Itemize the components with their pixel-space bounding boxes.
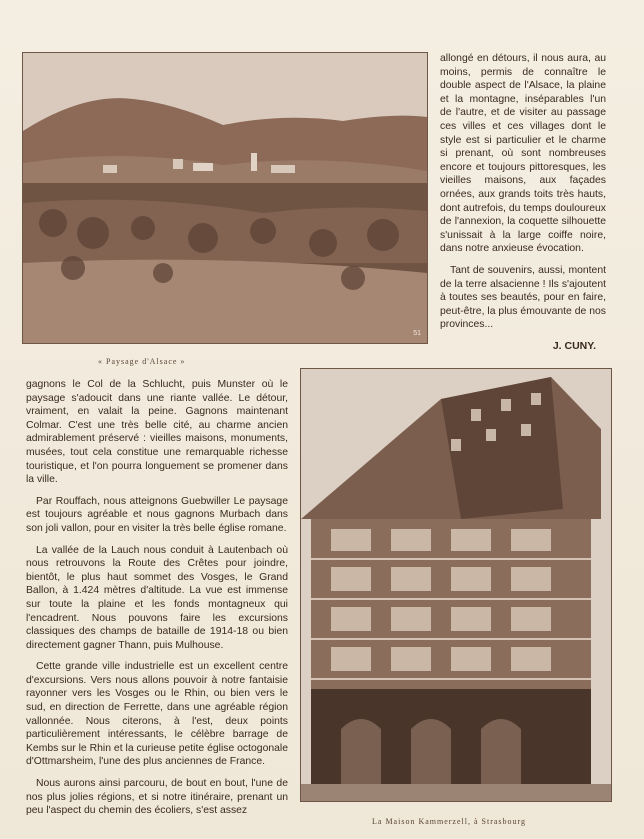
paragraph: Cette grande ville industrielle est un excellent centre d'excursions. Vers nous allons pouvoir à notre fantaisie rayonner vers les Vosges ou le Rhin, ou bien vers le sud, en direction de Ferrette, dans une agréable région vallonnée. Nous citerons, à l'est, deux points particulièrement intéressants, le célèbre barrage de Kembs sur le Rhin et la curieuse petite église octogonale d'Ottmarsheim, l'une des plus anciennes de France. — [26, 661, 288, 768]
author-signature: J. CUNY. — [552, 339, 596, 352]
alsace-landscape-photo — [22, 52, 428, 344]
paragraph: Par Rouffach, nous atteignons Guebwiller Le paysage est toujours agréable et nous gagnons Murbach dans son joli vallon, pour en visiter la très belle église romane. — [26, 495, 288, 534]
article-left-column — [26, 378, 288, 826]
article-right-column — [440, 52, 606, 353]
paragraph: Nous aurons ainsi parcouru, de bout en bout, l'une de nos plus jolies régions, et si notre itinéraire, prenant un peu l'aspect du chemin des écoliers, s'est assez — [26, 778, 288, 817]
photo-number: 51 — [413, 330, 421, 337]
paragraph: gagnons le Col de la Schlucht, puis Munster où le paysage s'adoucit dans une riante vallée. Le détour, vraiment, en valait la peine. Gagnons maintenant Colmar. C'est une très belle cité, au charme ancien admirablement préservé : vieilles maisons, monuments, musées, tout cela constitue une remarquable richesse touristique, et l'on pourra longuement se promener dans la ville. — [26, 379, 288, 486]
paragraph: Tant de souvenirs, aussi, montent de la terre alsacienne ! Ils s'ajoutent à toutes ses beautés, pour en faire, peut-être, la plus émouvante de nos provinces... — [440, 264, 606, 331]
landscape-caption: « Paysage d'Alsace » — [98, 357, 186, 366]
maison-kammerzell-photo — [300, 368, 612, 802]
paragraph: La vallée de la Lauch nous conduit à Lautenbach où nous retrouvons la Route des Crêtes pour joindre, bientôt, le plus haut sommet des Vosges, le Grand Ballon, à 1.424 mètres d'altitude. La vue est immense sur toute la plaine et les fonds montagneux qui l'encadrent. Nous pouvons faire les excursions classiques des champs de bataille de 1914-18 ou bien directement gagner Thann, puis Mulhouse. — [26, 544, 288, 651]
paragraph: allongé en détours, il nous aura, au moins, permis de connaître le double aspect de l'Alsace, la plaine et la montagne, inséparables l'un de l'autre, et de visiter au passage ces villes et ces villages dont le style est si particulier et le charme si prenant, où sont nombreuses encore et toujours pittoresques, les vieilles maisons, aux façades ornées, aux grands toits très hauts, dont autrefois, du temps douloureux de l'annexion, la coquette silhouette s'unissait à la large coiffe noire, dans notre anxieuse évocation. — [440, 53, 606, 255]
kammerzell-caption: La Maison Kammerzell, à Strasbourg — [372, 817, 527, 826]
